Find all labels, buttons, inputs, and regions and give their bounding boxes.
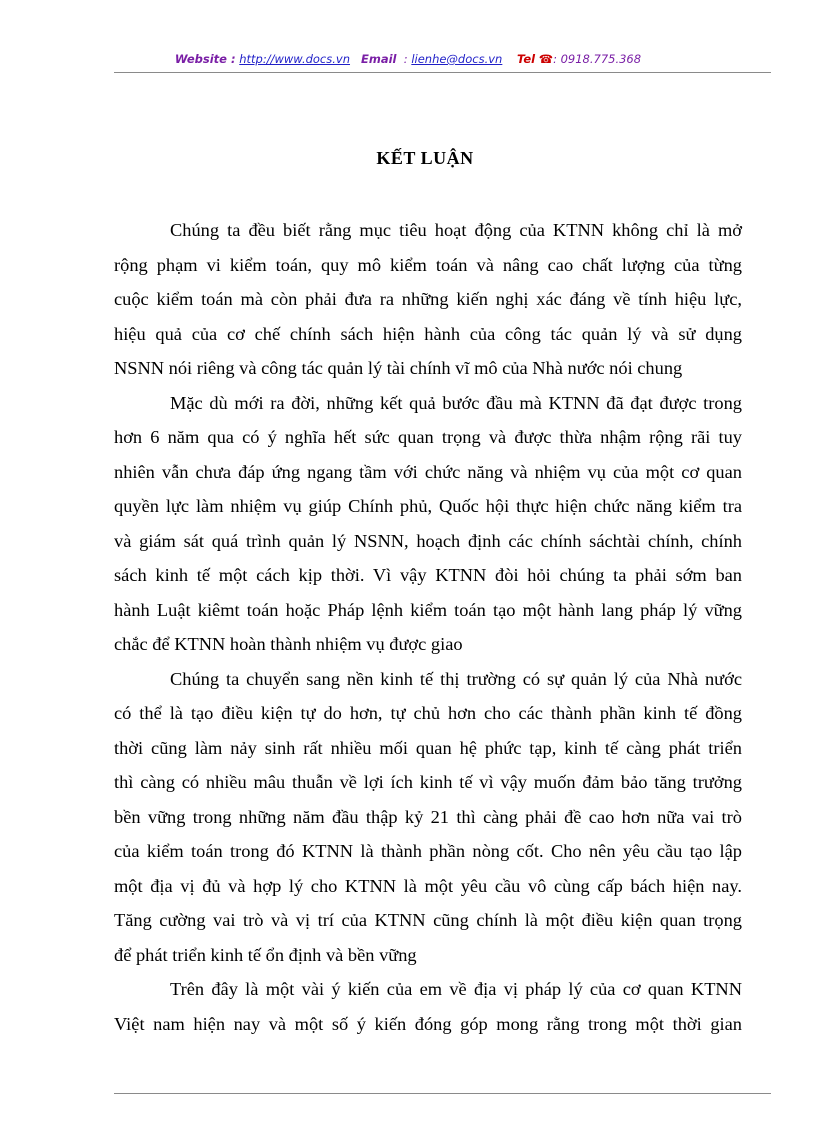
page-title: KẾT LUẬN bbox=[376, 148, 474, 168]
text-line: hành Luật kiêmt toán hoặc Pháp lệnh kiểm toán tạo một hành lang pháp lý vững bbox=[114, 599, 742, 620]
tel-label: Tel bbox=[516, 52, 536, 66]
text-line: hơn 6 năm qua có ý nghĩa hết sức quan trọng và được thừa nhậm rộng rãi tuy bbox=[114, 427, 742, 447]
text-line: sách kinh tế một cách kịp thời. Vì vậy KTNN đòi hỏi chúng ta phải sớm ban bbox=[114, 565, 742, 585]
text-line: cuộc kiểm toán mà còn phải đưa ra những kiến nghị xác đáng về tính hiệu lực, bbox=[114, 289, 742, 309]
text-line: rộng phạm vi kiểm toán, quy mô kiểm toán và nâng cao chất lượng của từng bbox=[114, 254, 742, 275]
text-line: Chúng ta đều biết rằng mục tiêu hoạt động của KTNN không chỉ là mở bbox=[170, 220, 742, 240]
text-line: Tăng cường vai trò và vị trí của KTNN cũng chính là một điều kiện quan trọng bbox=[114, 910, 742, 930]
text-line: của kiểm toán trong đó KTNN là thành phần nòng cốt. Cho nên yêu cầu tạo lập bbox=[114, 841, 742, 861]
text-line: Mặc dù mới ra đời, những kết quả bước đầu mà KTNN đã đạt được trong bbox=[170, 392, 742, 413]
email-link[interactable]: lienhe@docs.vn bbox=[411, 52, 503, 66]
document-body bbox=[114, 213, 742, 1041]
text-line: thì càng có nhiều mâu thuẫn về lợi ích kinh tế vì vậy muốn đảm bảo tăng trưởng bbox=[114, 772, 742, 792]
text-line: chắc để KTNN hoàn thành nhiệm vụ được giao bbox=[114, 634, 463, 654]
text-line: Trên đây là một vài ý kiến của em về địa vị pháp lý của cơ quan KTNN bbox=[170, 979, 742, 999]
footer-divider bbox=[114, 1093, 771, 1094]
text-line: một địa vị đủ và hợp lý cho KTNN là một yêu cầu vô cùng cấp bách hiện nay. bbox=[114, 875, 742, 896]
header-divider bbox=[114, 72, 771, 73]
text-line: Việt nam hiện nay và một số ý kiến đóng góp mong rằng trong một thời gian bbox=[114, 1013, 742, 1034]
email-label: Email bbox=[360, 52, 397, 66]
text-line: nhiên vẫn chưa đáp ứng ngang tầm với chức năng và nhiệm vụ của một cơ quan bbox=[114, 461, 742, 482]
email-separator: : bbox=[403, 52, 408, 66]
text-line: NSNN nói riêng và công tác quản lý tài chính vĩ mô của Nhà nước nói chung bbox=[114, 358, 683, 378]
website-label: Website : bbox=[174, 52, 236, 66]
text-line: bền vững trong những năm đầu thập kỷ 21 thì càng phải đề cao hơn nữa vai trò bbox=[114, 806, 742, 827]
website-link[interactable]: http://www.docs.vn bbox=[239, 52, 351, 66]
phone-icon: ☎ bbox=[538, 52, 554, 66]
text-line: để phát triển kinh tế ổn định và bền vững bbox=[114, 944, 417, 965]
text-line: thời cũng làm nảy sinh rất nhiều mối quan hệ phức tạp, kinh tế càng phát triển bbox=[114, 737, 742, 758]
phone-number: : 0918.775.368 bbox=[553, 52, 642, 66]
text-line: quyền lực làm nhiệm vụ giúp Chính phủ, Quốc hội thực hiện chức năng kiểm tra bbox=[114, 496, 742, 516]
text-line: hiệu quả của cơ chế chính sách hiện hành của công tác quản lý và sử dụng bbox=[114, 323, 742, 344]
text-line: có thể là tạo điều kiện tự do hơn, tự chủ hơn cho các thành phần kinh tế đồng bbox=[114, 703, 742, 723]
text-line: Chúng ta chuyển sang nền kinh tế thị trường có sự quản lý của Nhà nước bbox=[170, 668, 742, 689]
text-line: và giám sát quá trình quản lý NSNN, hoạch định các chính sáchtài chính, chính bbox=[114, 530, 742, 551]
page-header bbox=[0, 52, 816, 66]
